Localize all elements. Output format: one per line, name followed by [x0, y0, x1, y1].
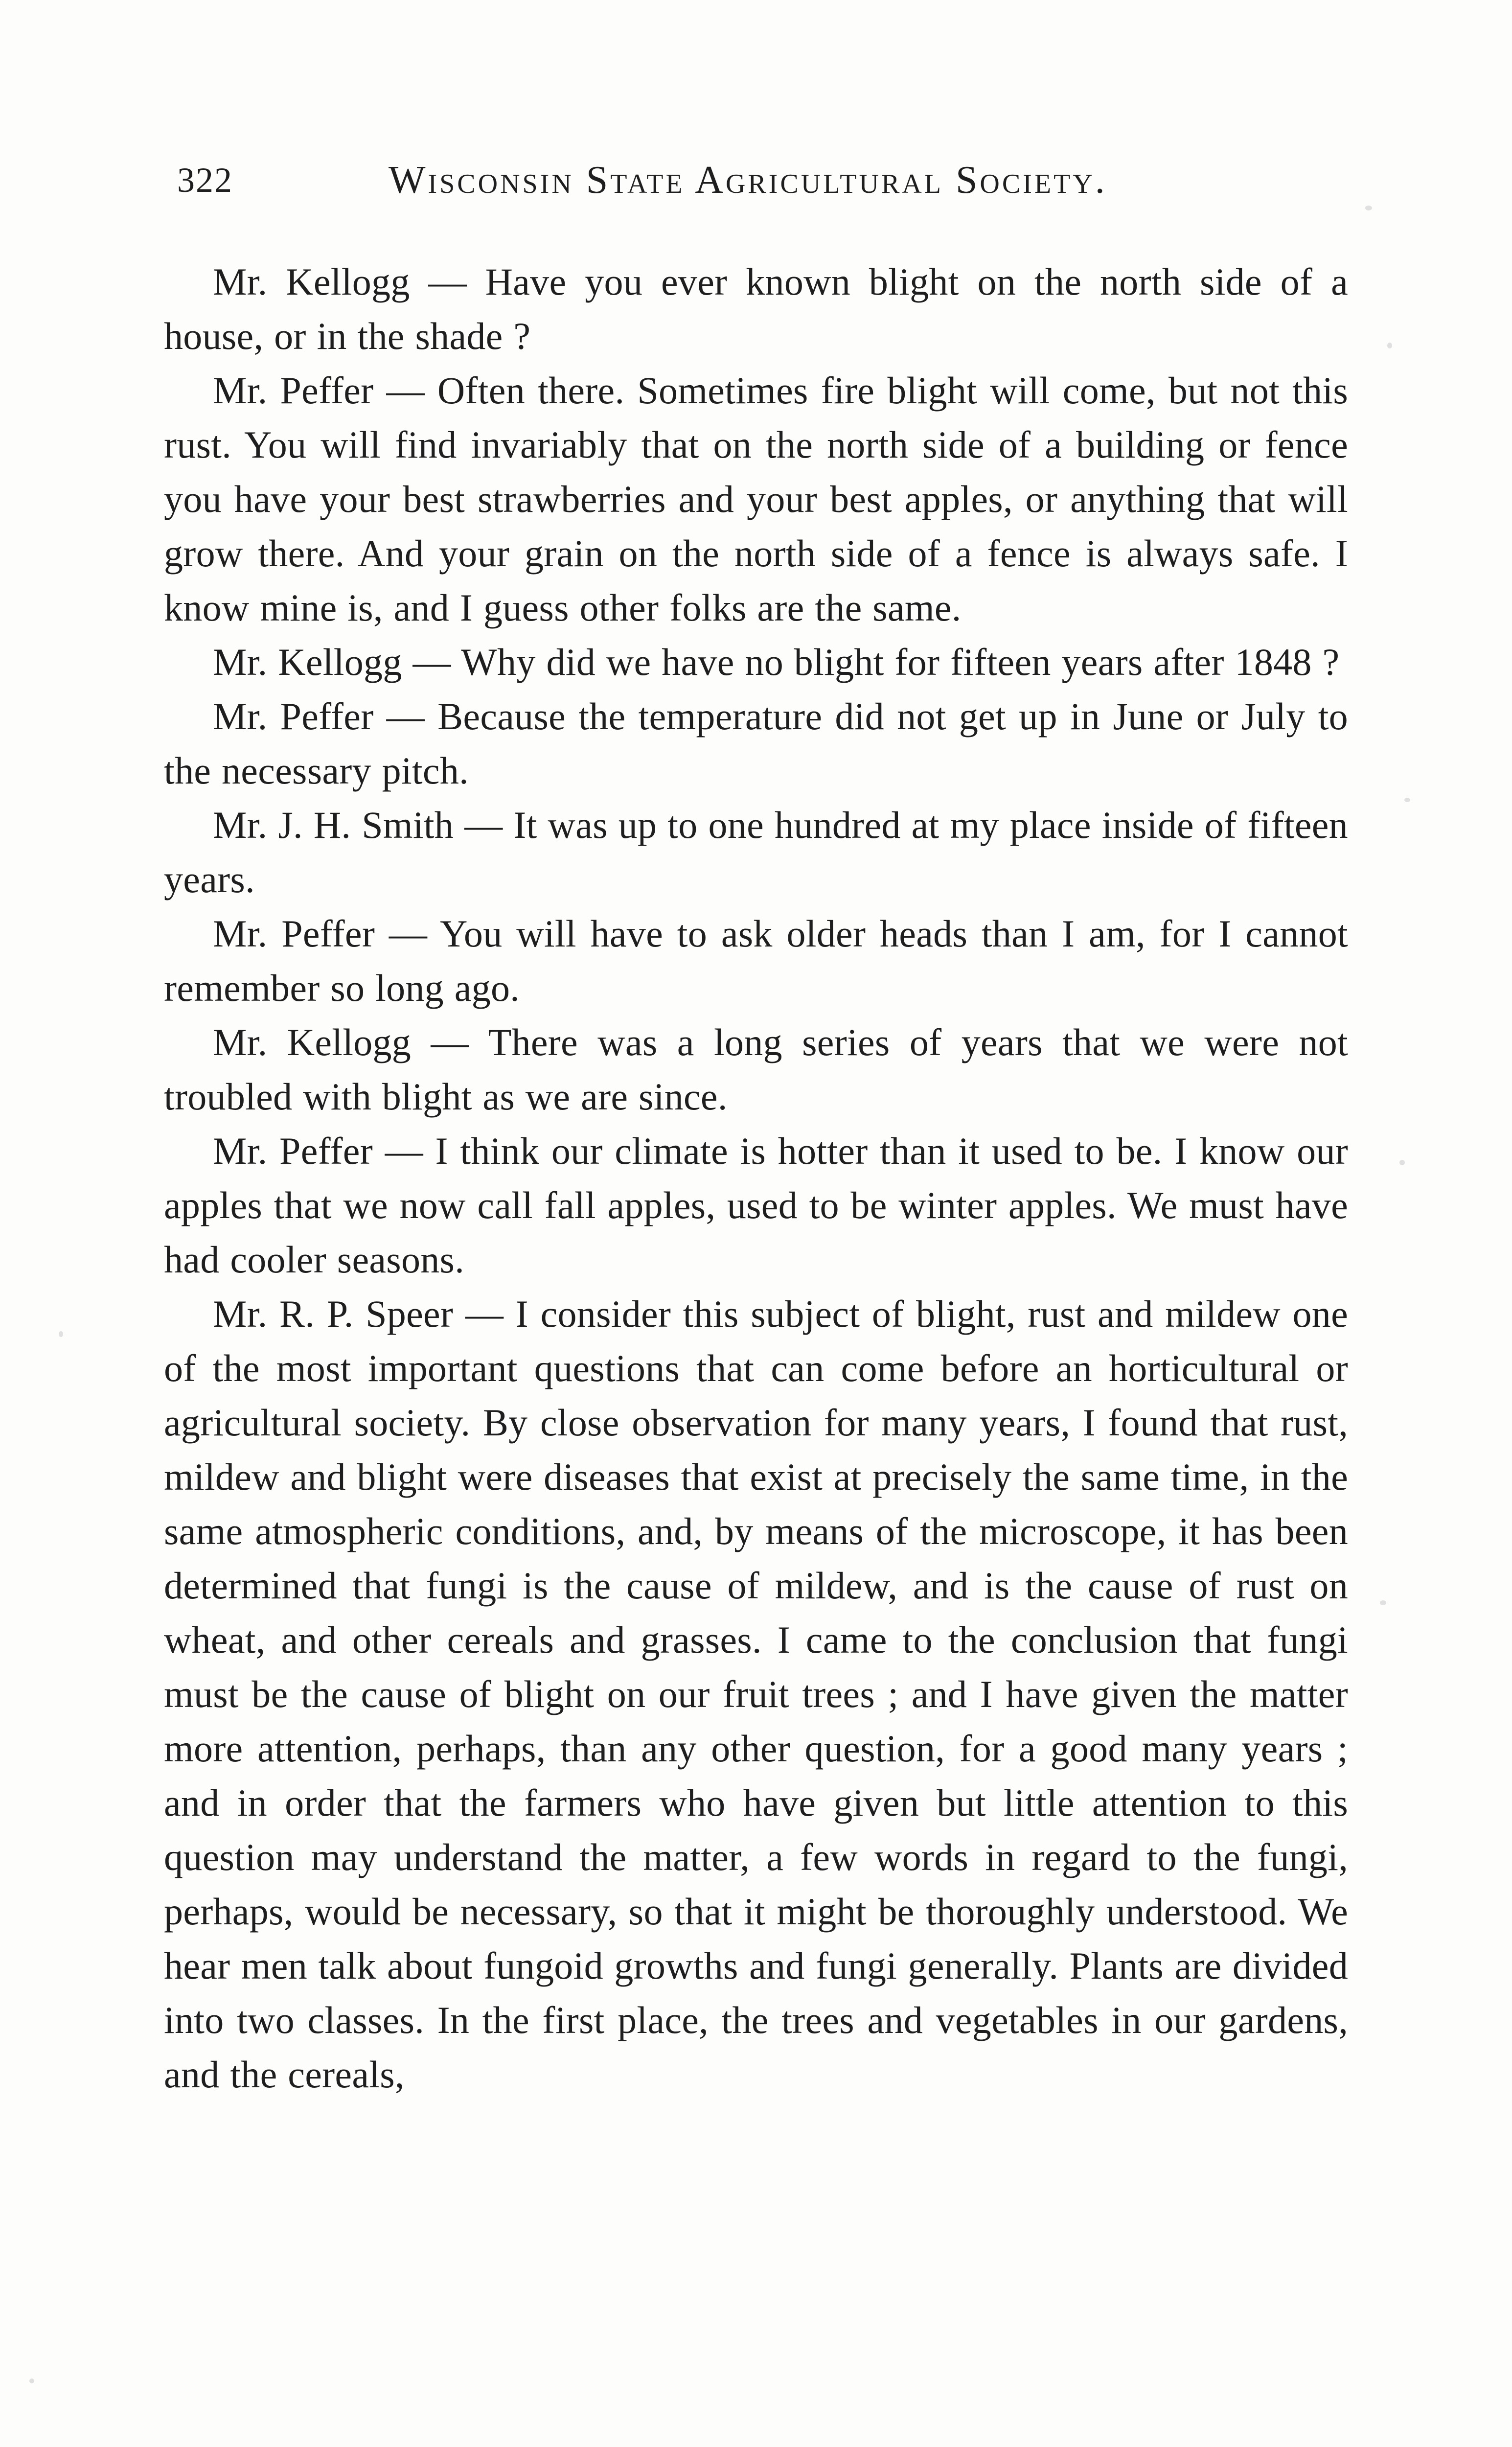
paragraph — [164, 1287, 1348, 2101]
page-number: 322 — [177, 161, 233, 200]
speaker-name: Mr. R. P. Speer — [213, 1293, 454, 1335]
paragraph-text: — It was up to one hundred at my place inside of fifteen years. — [164, 804, 1348, 900]
paper-speck — [1365, 206, 1372, 210]
paragraph-text: — You will have to ask older heads than I am, for I cannot remember so long ago. — [164, 912, 1348, 1009]
speaker-name: Mr. Kellogg — [213, 641, 402, 683]
body-text — [164, 254, 1348, 2374]
speaker-name: Mr. Kellogg — [213, 1021, 412, 1063]
speaker-name: Mr. J. H. Smith — [213, 804, 454, 846]
speaker-name: Mr. Kellogg — [213, 260, 410, 303]
paper-speck — [1387, 343, 1392, 348]
paragraph — [164, 363, 1348, 635]
paper-speck — [1399, 1160, 1405, 1165]
paragraph — [164, 906, 1348, 1015]
running-title: Wisconsin State Agricultural Society. — [389, 159, 1107, 202]
paragraph-text: — Why did we have no blight for fifteen years after 1848 ? — [412, 641, 1340, 683]
paragraph-text: — Often there. Sometimes fire blight will come, but not this rust. You will find invariably that on the north side of a building or fence you have your best strawberries and your best apples, or anything that will grow there. And your grain on the north side of a fence is always safe. I know mine is, and I guess other folks are the same. — [164, 369, 1348, 629]
speaker-name: Mr. Peffer — [213, 369, 374, 412]
paragraph-text: — I think our climate is hotter than it used to be. I know our apples that we now call fall apples, used to be winter apples. We must have had cooler seasons. — [164, 1130, 1348, 1281]
paragraph-text: — Because the temperature did not get up in June or July to the necessary pitch. — [164, 695, 1348, 792]
paragraph — [164, 1124, 1348, 1287]
speaker-name: Mr. Peffer — [213, 912, 375, 955]
page-header — [177, 151, 1352, 209]
paragraph-text: — There was a long series of years that we were not troubled with blight as we are since. — [164, 1021, 1348, 1118]
paragraph-text: — Have you ever known blight on the north side of a house, or in the shade ? — [164, 260, 1348, 357]
paragraph — [164, 635, 1348, 689]
paper-speck — [1404, 798, 1410, 802]
paper-speck — [29, 2378, 34, 2383]
speaker-name: Mr. Peffer — [213, 695, 374, 738]
paper-speck — [1380, 1600, 1386, 1605]
paragraph — [164, 689, 1348, 798]
paragraph — [164, 798, 1348, 906]
paper-speck — [59, 1331, 63, 1337]
speaker-name: Mr. Peffer — [213, 1130, 373, 1172]
paragraph — [164, 254, 1348, 363]
paragraph-text: — I consider this subject of blight, rust and mildew one of the most important questions that can come before an horticultural or agricultural society. By close observation for many years, I found that rust, mildew and blight were diseases that exist at precisely the same time, in the same atmospheric conditions, and, by means of the microscope, it has been determined that fungi is the cause of mildew, and is the cause of rust on wheat, and other cereals and grasses. I came to the conclusion that fungi must be the cause of blight on our fruit trees ; and I have given the matter more attention, perhaps, than any other question, for a good many years ; and in order that the farmers who have given but little attention to this question may understand the matter, a few words in regard to the fungi, perhaps, would be necessary, so that it might be thoroughly understood. We hear men talk about fungoid growths and fungi generally. Plants are divided into two classes. In the first place, the trees and vegetables in our gardens, and the cereals, — [164, 1293, 1348, 2096]
paragraph — [164, 1015, 1348, 1124]
